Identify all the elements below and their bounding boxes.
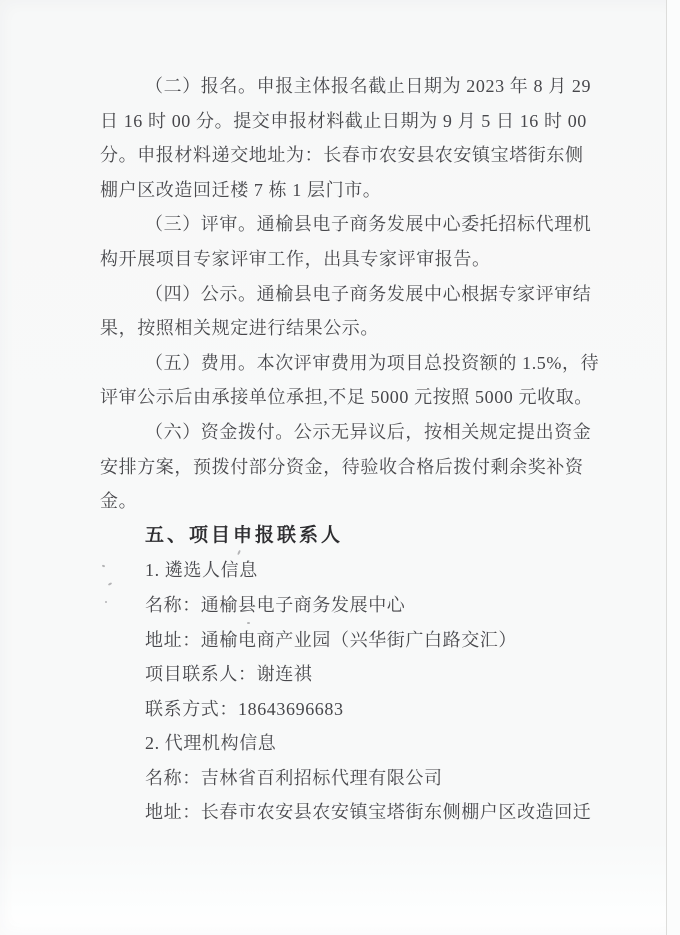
para-registration-line: （二）报名。申报主体报名截止日期为 2023 年 8 月 29 <box>145 76 592 96</box>
contact-selector-phone: 联系方式：18643696683 <box>145 698 344 719</box>
para-fee-line: （五）费用。本次评审费用为项目总投资额的 1.5%，待 <box>145 352 600 373</box>
contact-selector-address: 地址：通榆电商产业园（兴华街广白路交汇） <box>145 629 517 650</box>
contact-agency-name: 名称：吉林省百利招标代理有限公司 <box>145 767 443 788</box>
scan-speck <box>105 601 107 603</box>
para-publicity-line: （四）公示。通榆县电子商务发展中心根据专家评审结 <box>145 283 592 304</box>
section-heading-contacts: 五、项目申报联系人 <box>145 524 344 546</box>
contact-selector-heading: 1. 遴选人信息 <box>145 560 258 581</box>
scan-edge-line <box>666 0 667 935</box>
para-registration-line: 日 16 时 00 分。提交申报材料截止日期为 9 月 5 日 16 时 00 <box>100 110 587 131</box>
contact-selector-name: 名称：通榆县电子商务发展中心 <box>145 594 406 615</box>
contact-selector-person: 项目联系人：谢连祺 <box>145 664 313 685</box>
scan-speck <box>247 622 250 624</box>
contact-agency-address: 地址：长春市农安县农安镇宝塔街东侧棚户区改造回迁 <box>145 802 592 823</box>
para-publicity-line: 果，按照相关规定进行结果公示。 <box>100 318 379 339</box>
document-content <box>100 69 620 830</box>
scan-edge-strip <box>667 0 680 935</box>
para-registration-line: 分。申报材料递交地址为：长春市农安县农安镇宝塔街东侧 <box>100 145 584 166</box>
contact-agency-heading: 2. 代理机构信息 <box>145 733 277 754</box>
para-funding-line: （六）资金拨付。公示无异议后，按相关规定提出资金 <box>145 421 592 442</box>
para-funding-line: 金。 <box>100 491 138 512</box>
para-review-line: 构开展项目专家评审工作，出具专家评审报告。 <box>100 248 491 269</box>
para-funding-line: 安排方案，预拨付部分资金，待验收合格后拨付剩余奖补资 <box>100 456 584 477</box>
para-registration-line: 棚户区改造回迁楼 7 栋 1 层门市。 <box>100 179 382 200</box>
para-review-line: （三）评审。通榆县电子商务发展中心委托招标代理机 <box>145 214 592 235</box>
para-fee-line: 评审公示后由承接单位承担,不足 5000 元按照 5000 元收取。 <box>100 387 593 408</box>
